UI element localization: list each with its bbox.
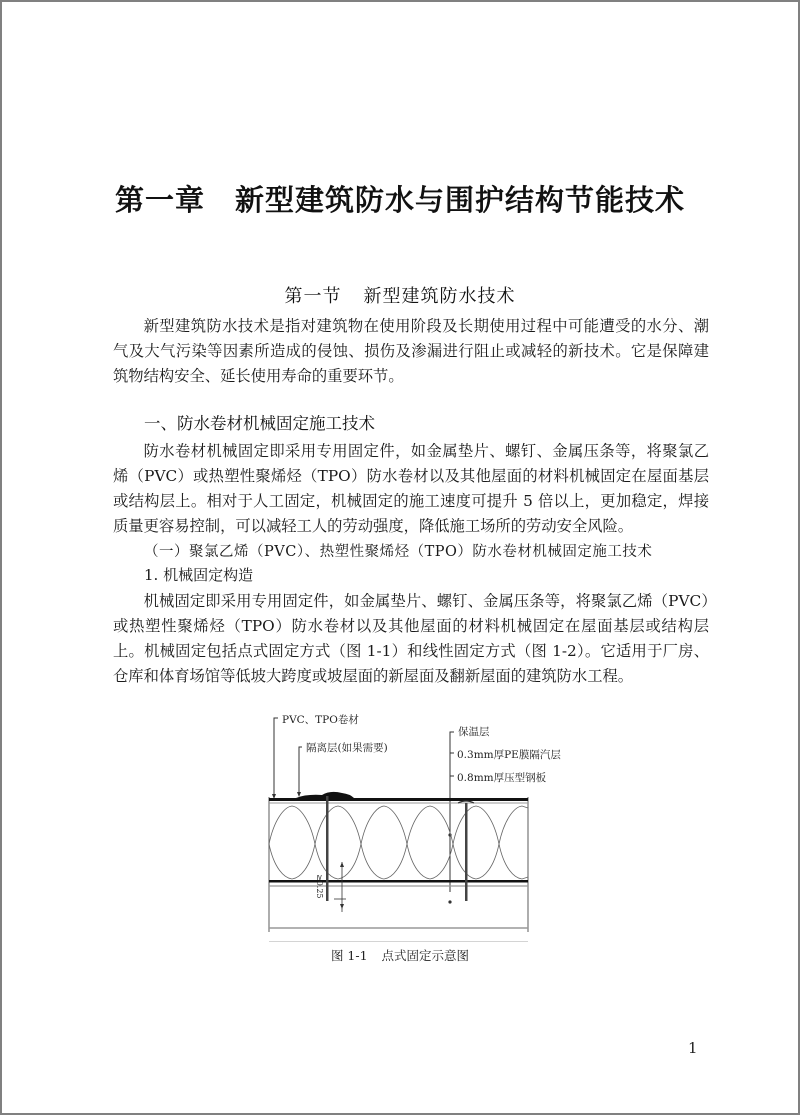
chapter-title-text: 新型建筑防水与围护结构节能技术 [235,183,686,217]
vapor-barrier-layer [269,880,528,883]
caption-number: 图 1-1 [330,948,368,963]
caption-text: 点式固定示意图 [381,948,470,963]
chapter-number: 第一章 [114,183,205,217]
section-number: 第一节 [284,286,342,307]
page-number: 1 [688,1039,698,1057]
insulation-layer [269,806,528,879]
intro-paragraph: 新型建筑防水技术是指对建筑物在使用阶段及长期使用过程中可能遭受的水分、潮气及大气污染等因素所造成的侵蚀、损伤及渗漏进行阻止或减轻的新技术。它是保障建筑物结构安全、延长使用寿命的重要环节。 [113,317,709,385]
label-vapor-barrier: 0.3mm厚PE膜隔汽层 [457,749,561,761]
leader-separator [299,747,302,796]
figure-diagram [262,702,582,942]
membrane-layer [269,798,528,801]
chapter-title [2,178,798,219]
leader-layers [450,732,454,892]
item-heading: 1. 机械固定构造 [144,566,254,584]
screw-1 [326,796,329,901]
subsection-paragraph: 防水卷材机械固定即采用专用固定件，如金属垫片、螺钉、金属压条等，将聚氯乙烯（PVC）或热塑性聚烯烃（TPO）防水卷材以及其他屋面的材料机械固定在屋面基层或结构层上。相对于人工固定，机械固定的施工速度可提升 5 倍以上，更加稳定，焊接质量更容易控制，可以减轻工人的劳动强度，降低施工场所的劳动安全风险。 [113,442,709,535]
leader-membrane [274,718,278,798]
label-separator: 隔离层(如果需要) [306,742,388,754]
figure-point-fixing [262,702,582,942]
screw-2 [465,803,468,901]
sub-heading: （一）聚氯乙烯（PVC）、热塑性聚烯烃（TPO）防水卷材机械固定施工技术 [144,544,653,560]
section-title [2,282,798,308]
label-membrane: PVC、TPO卷材 [282,714,359,726]
item-paragraph: 机械固定即采用专用固定件，如金属垫片、螺钉、金属压条等，将聚氯乙烯（PVC）或热塑性聚烯烃（TPO）防水卷材以及其他屋面的材料机械固定在屋面基层或结构层上。机械固定包括点式固定方式（图 1-1）和线性固定方式（图 1-2）。它适用于厂房、仓库和体育场馆等低坡大跨度或坡屋面的新屋面及翻新屋面的建筑防水工程。 [113,592,709,685]
figure-caption [2,946,798,964]
label-insulation: 保温层 [458,726,490,738]
label-steel-deck: 0.8mm厚压型钢板 [457,772,547,784]
fastener-plate [296,792,354,798]
subsection-heading: 一、防水卷材机械固定施工技术 [144,414,375,433]
section-title-text: 新型建筑防水技术 [363,286,516,307]
label-dimension: ≥0.25 [315,874,324,899]
